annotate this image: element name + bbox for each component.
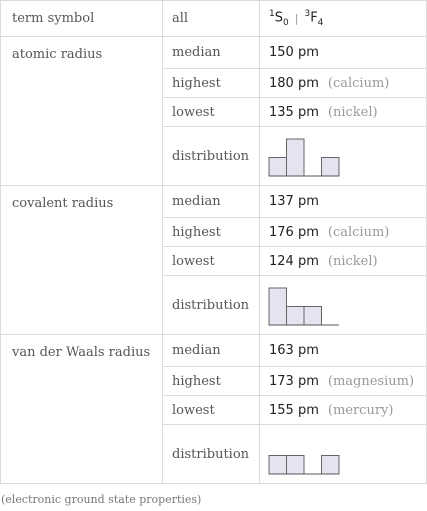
row-label: lowest [172, 253, 215, 269]
distribution-histogram [268, 127, 340, 185]
histogram-bar [269, 158, 287, 177]
row-label: median [172, 343, 221, 358]
row-label: highest [172, 224, 221, 240]
header-all: all [172, 11, 189, 26]
row-label: highest [172, 75, 221, 91]
histogram-bar [287, 456, 305, 475]
histogram-bar [304, 307, 322, 326]
footer-note: (electronic ground state properties) [1, 493, 202, 506]
row-label: lowest [172, 104, 215, 120]
row-label: distribution [172, 148, 250, 164]
header-term-symbols: $^1S_0$ | $^3F_4$ [269, 9, 324, 28]
histogram-bar [322, 456, 340, 475]
section-label-covalent-radius: covalent radius [12, 196, 114, 211]
row-value: 173 pm (magnesium) [269, 373, 415, 389]
row-label: median [172, 194, 221, 209]
row-label: distribution [172, 446, 250, 462]
section-label-van-der-waals-radius: van der Waals radius [12, 345, 151, 360]
row-value: 163 pm [269, 343, 319, 358]
header-term-symbol: term symbol [12, 11, 95, 26]
row-value: 180 pm (calcium) [269, 75, 390, 91]
row-label: lowest [172, 402, 215, 418]
row-label: highest [172, 373, 221, 389]
row-value: 150 pm [269, 45, 319, 60]
row-label: distribution [172, 297, 250, 313]
distribution-histogram [268, 276, 340, 334]
row-value: 137 pm [269, 194, 319, 209]
row-value: 155 pm (mercury) [269, 402, 394, 418]
row-value: 176 pm (calcium) [269, 224, 390, 240]
section-label-atomic-radius: atomic radius [12, 47, 103, 62]
distribution-histogram [268, 425, 340, 483]
histogram-bar [287, 139, 305, 176]
row-label: median [172, 45, 221, 60]
row-value: 124 pm (nickel) [269, 253, 378, 269]
histogram-bar [269, 456, 287, 475]
row-value: 135 pm (nickel) [269, 104, 378, 120]
histogram-bar [322, 158, 340, 177]
histogram-bar [269, 288, 287, 325]
histogram-bar [287, 307, 305, 326]
